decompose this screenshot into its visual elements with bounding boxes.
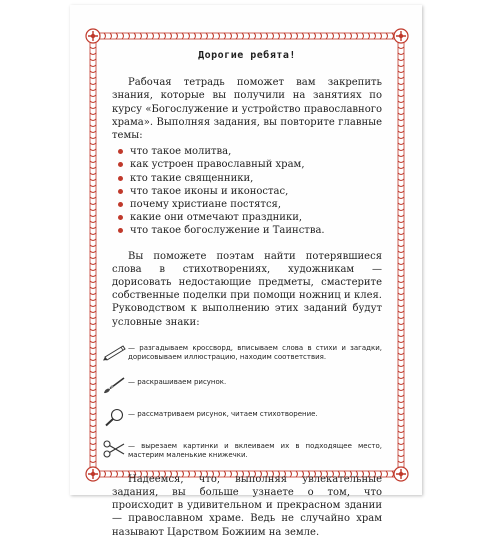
sign-pencil: — разгадываем кроссворд, вписываем слова в стихи и загадки, дорисовываем иллюстрацию, находим соответствия. [112, 341, 382, 363]
list-item: кто такие священники, [116, 172, 382, 185]
sign-magnifier: — рассматриваем рисунок, читаем стихотворение. [112, 407, 382, 427]
list-item: какие они отмечают праздники, [116, 211, 382, 224]
signs-legend [112, 341, 382, 461]
list-item: почему христиане постятся, [116, 198, 382, 211]
workbook-page [70, 5, 422, 538]
sign-scissors: — вырезаем картинки и вклеиваем их в подходящее место, мастерим маленькие книжечки. [112, 439, 382, 461]
list-item: что такое иконы и иконостас, [116, 185, 382, 198]
bullet-icon [118, 189, 123, 194]
list-item: что такое молитва, [116, 145, 382, 158]
intro-paragraph: Рабочая тетрадь поможет вам закрепить знания, которые вы получили на занятиях по курсу «Богослужение и устройство православного храма». Выполняя задания, вы повторите главные темы: [112, 77, 382, 142]
page-content [112, 49, 382, 539]
bullet-icon [118, 162, 123, 167]
list-item: как устроен православный храм, [116, 158, 382, 171]
closing-paragraph: Надеемся, что, выполняя увлекательные задания, вы больше узнаете о том, что происходит в удивительном и прекрасном здании — православном храме. Ведь не случайно храм называют Царством Божиим на земле. [112, 473, 382, 538]
bullet-icon [118, 149, 123, 154]
topics-list [112, 145, 382, 237]
bullet-icon [118, 215, 123, 220]
brush-icon [102, 375, 128, 395]
bullet-icon [118, 228, 123, 233]
magnifier-icon [102, 407, 128, 427]
bullet-icon [118, 176, 123, 181]
pencil-icon [102, 341, 128, 361]
list-item: что такое богослужение и Таинства. [116, 224, 382, 237]
page-title: Дорогие ребята! [198, 50, 296, 61]
help-paragraph: Вы поможете поэтам найти потерявшиеся слова в стихотворениях, художникам — дорисовать недостающие предметы, смастерите собственные поделки при помощи ножниц и клея. Руководством к выполнению этих заданий будут условные знаки: [112, 250, 382, 328]
scissors-icon [102, 439, 128, 459]
bullet-icon [118, 202, 123, 207]
sign-brush: — раскрашиваем рисунок. [112, 375, 382, 395]
